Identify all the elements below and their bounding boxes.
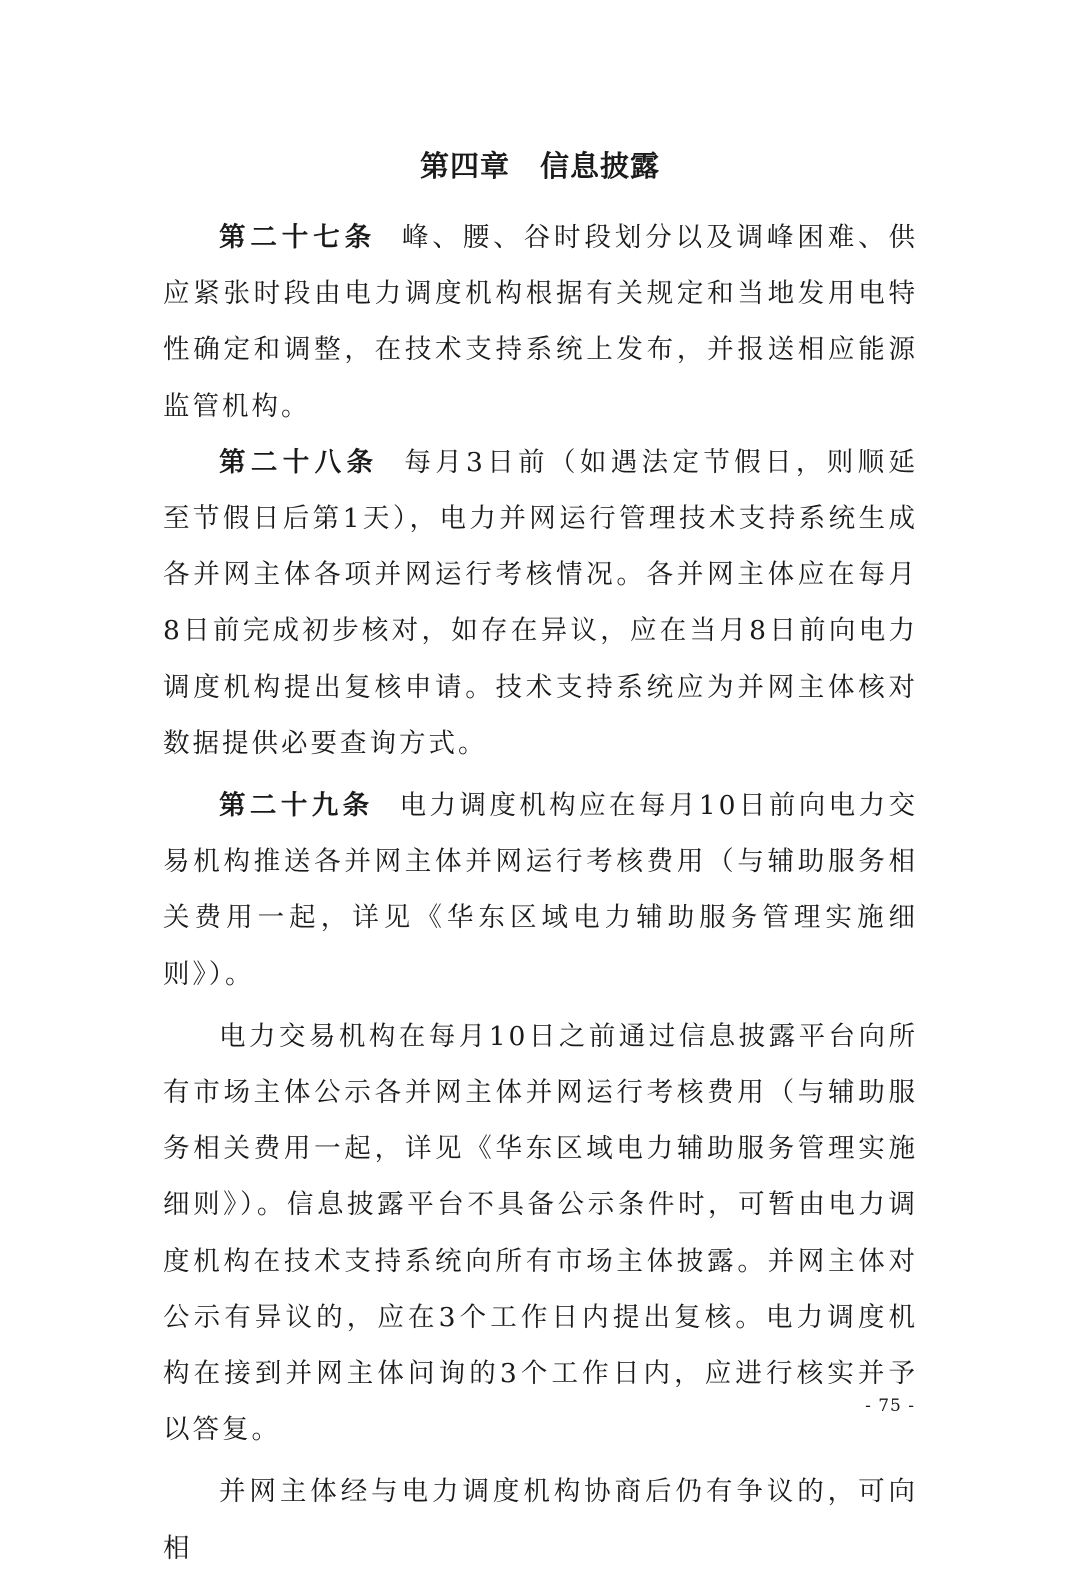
- article-29: [163, 778, 918, 1003]
- paragraph: 电力交易机构在每月10日之前通过信息披露平台向所有市场主体公示各并网主体并网运行考核费用（与辅助服务相关费用一起，详见《华东区域电力辅助服务管理实施细则》）。信息披露平台不具备公示条件时，可暂由电力调度机构在技术支持系统向所有市场主体披露。并网主体对公示有异议的，应在3个工作日内提出复核。电力调度机构在接到并网主体问询的3个工作日内，应进行核实并予以答复。: [163, 1020, 918, 1446]
- article-28: [163, 435, 918, 772]
- body-text: [163, 210, 918, 1577]
- paragraph: 并网主体经与电力调度机构协商后仍有争议的，可向相: [163, 1476, 918, 1564]
- article-27: [163, 210, 918, 435]
- article-text: 峰、腰、谷时段划分以及调峰困难、供应紧张时段由电力调度机构根据有关规定和当地发用电特性确定和调整，在技术支持系统上发布，并报送相应能源监管机构。: [163, 222, 919, 422]
- article-heading: 第二十七条: [219, 222, 377, 253]
- article-heading: 第二十八条: [219, 446, 379, 478]
- page-number: - 75 -: [865, 1396, 915, 1416]
- article-text: 电力调度机构应在每月10日前向电力交易机构推送各并网主体并网运行考核费用（与辅助服务相关费用一起，详见《华东区域电力辅助服务管理实施细则》）。: [163, 790, 918, 990]
- article-text: 每月3日前（如遇法定节假日，则顺延至节假日后第1天），电力并网运行管理技术支持系统生成各并网主体各项并网运行考核情况。各并网主体应在每月8日前完成初步核对，如存在异议，应在当月8日前向电力调度机构提出复核申请。技术支持系统应为并网主体核对数据提供必要查询方式。: [163, 446, 918, 759]
- article-heading: 第二十九条: [219, 790, 374, 822]
- chapter-title: 第四章 信息披露: [419, 149, 660, 183]
